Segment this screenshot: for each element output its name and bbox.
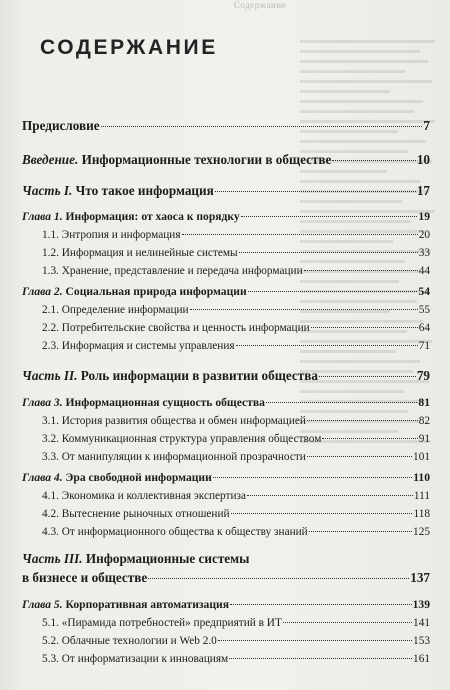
toc-page-number: 91 (418, 433, 430, 446)
toc-entry-section[interactable] (42, 614, 430, 629)
dot-leader (266, 390, 418, 403)
toc-entry-label: 3.3. От манипуляции к информационной прозрачности (42, 451, 306, 464)
page-title: СОДЕРЖАНИЕ (40, 36, 218, 59)
toc-page-number: 33 (418, 247, 430, 260)
dot-leader (236, 334, 418, 346)
toc-entry-label-line2: в бизнесе и обществе (22, 570, 148, 586)
toc-page-number: 137 (410, 570, 430, 586)
toc-entry-label: 5.1. «Пирамида потребностей» предприятий в ИТ (42, 617, 282, 630)
toc-entry-chapter-1[interactable] (22, 207, 430, 223)
dot-leader (218, 629, 412, 641)
toc-entry-section[interactable] (42, 448, 430, 463)
dot-leader (283, 611, 412, 623)
dot-leader (229, 647, 412, 659)
dot-leader (304, 259, 418, 271)
toc-entry-label: 4.2. Вытеснение рыночных отношений (42, 508, 230, 521)
toc-entry-label: 4.3. От информационного общества к обществу знаний (42, 526, 308, 539)
toc-page-number: 10 (416, 152, 430, 168)
toc-entry-chapter-4[interactable] (22, 468, 430, 484)
dot-leader (247, 484, 413, 496)
toc-page-number: 111 (413, 490, 430, 503)
toc-entry-label: Часть II. Роль информации в развитии общества (22, 368, 318, 384)
dot-leader (190, 298, 418, 310)
dot-leader (319, 363, 416, 377)
toc-entry-chapter-5[interactable] (22, 595, 430, 611)
toc-entry-label: 5.3. От информатизации к инновациям (42, 653, 229, 666)
dot-leader (230, 592, 412, 605)
toc-page-number: 20 (418, 229, 430, 242)
dot-leader (332, 147, 415, 161)
toc-entry-section[interactable] (42, 505, 430, 520)
toc-entry-label: Введение. Информационные технологии в обществе (22, 152, 332, 168)
toc-page-number: 44 (418, 265, 430, 278)
toc-page-number: 54 (418, 284, 430, 298)
dot-leader (148, 565, 409, 579)
toc-entry-section[interactable] (42, 262, 430, 277)
dot-leader (248, 279, 418, 292)
dot-leader (182, 223, 418, 235)
toc-page-number: 71 (418, 340, 430, 353)
toc-entry-part-1[interactable] (22, 181, 430, 199)
toc-page-number: 141 (413, 617, 430, 630)
toc-entry-section[interactable] (42, 301, 430, 316)
dot-leader (322, 427, 417, 439)
toc-entry-label: Предисловие (22, 118, 100, 134)
toc-entry-label: 1.2. Информация и нелинейные системы (42, 247, 238, 260)
toc-entry-label: Глава 2. Социальная природа информации (22, 284, 247, 298)
toc-page-number: 81 (418, 395, 430, 409)
toc-page-number: 7 (423, 118, 430, 134)
toc-page-number: 19 (418, 209, 430, 223)
toc-entry-section[interactable] (42, 319, 430, 334)
toc-entry-label: 2.3. Информация и системы управления (42, 340, 235, 353)
toc-entry-label: Глава 3. Информационная сущность общества (22, 395, 265, 409)
toc-page-number: 64 (418, 322, 430, 335)
dot-leader (239, 241, 418, 253)
toc-entry-introduction[interactable] (22, 150, 430, 168)
toc-entry-section[interactable] (42, 487, 430, 502)
toc-entry-chapter-3[interactable] (22, 393, 430, 409)
toc-entry-label: 2.1. Определение информации (42, 304, 189, 317)
toc-entry-section[interactable] (42, 523, 430, 538)
dot-leader (213, 465, 412, 478)
toc-page-number: 161 (413, 653, 430, 666)
toc-entry-section[interactable] (42, 226, 430, 241)
toc-page-number: 110 (413, 470, 430, 484)
toc-page-number: 118 (413, 508, 430, 521)
dot-leader (311, 316, 418, 328)
toc-page-number: 101 (413, 451, 430, 464)
toc-entry-label: 4.1. Экономика и коллективная экспертиза (42, 490, 247, 503)
toc-entry-label: 5.2. Облачные технологии и Web 2.0 (42, 635, 217, 648)
toc-entry-section[interactable] (42, 412, 430, 427)
running-head: Содержание (233, 0, 287, 10)
toc-page-number: 17 (416, 183, 430, 199)
toc-page-number: 153 (413, 635, 430, 648)
toc-entry-part-3[interactable] (22, 551, 430, 591)
toc-entry-label: 3.2. Коммуникационная структура управления обществом (42, 433, 322, 446)
toc-page-number: 82 (418, 415, 430, 428)
dot-leader (231, 502, 413, 514)
toc-entry-chapter-2[interactable] (22, 282, 430, 298)
toc-page-number: 139 (412, 597, 430, 611)
toc-entry-label: Глава 1. Информация: от хаоса к порядку (22, 209, 240, 223)
toc-entry-label: 3.1. История развития общества и обмен информацией (42, 415, 306, 428)
dot-leader (307, 409, 418, 421)
toc-page-number: 79 (416, 368, 430, 384)
toc-page-number: 55 (418, 304, 430, 317)
toc-entry-label-line2-row (22, 568, 430, 586)
toc-entry-label: Часть I. Что такое информация (22, 183, 214, 199)
toc-entry-label: 1.3. Хранение, представление и передача информации (42, 265, 303, 278)
dot-leader (307, 445, 412, 457)
toc-entry-preface[interactable] (22, 116, 430, 134)
toc-entry-label: 1.1. Энтропия и информация (42, 229, 181, 242)
toc-entry-section[interactable] (42, 650, 430, 665)
toc-entry-section[interactable] (42, 337, 430, 352)
dot-leader (101, 113, 423, 127)
toc-entry-label-line1: Часть III. Информационные системы (22, 551, 250, 566)
dot-leader (241, 204, 418, 217)
toc-entry-label: Глава 4. Эра свободной информации (22, 470, 212, 484)
toc-page-number: 125 (413, 526, 430, 539)
toc-entry-section[interactable] (42, 244, 430, 259)
toc-entry-section[interactable] (42, 632, 430, 647)
toc-entry-label: 2.2. Потребительские свойства и ценность информации (42, 322, 310, 335)
dot-leader (215, 178, 416, 192)
toc-entry-label: Глава 5. Корпоративная автоматизация (22, 597, 229, 611)
toc-entry-part-2[interactable] (22, 366, 430, 384)
toc-entry-section[interactable] (42, 430, 430, 445)
dot-leader (309, 520, 412, 532)
